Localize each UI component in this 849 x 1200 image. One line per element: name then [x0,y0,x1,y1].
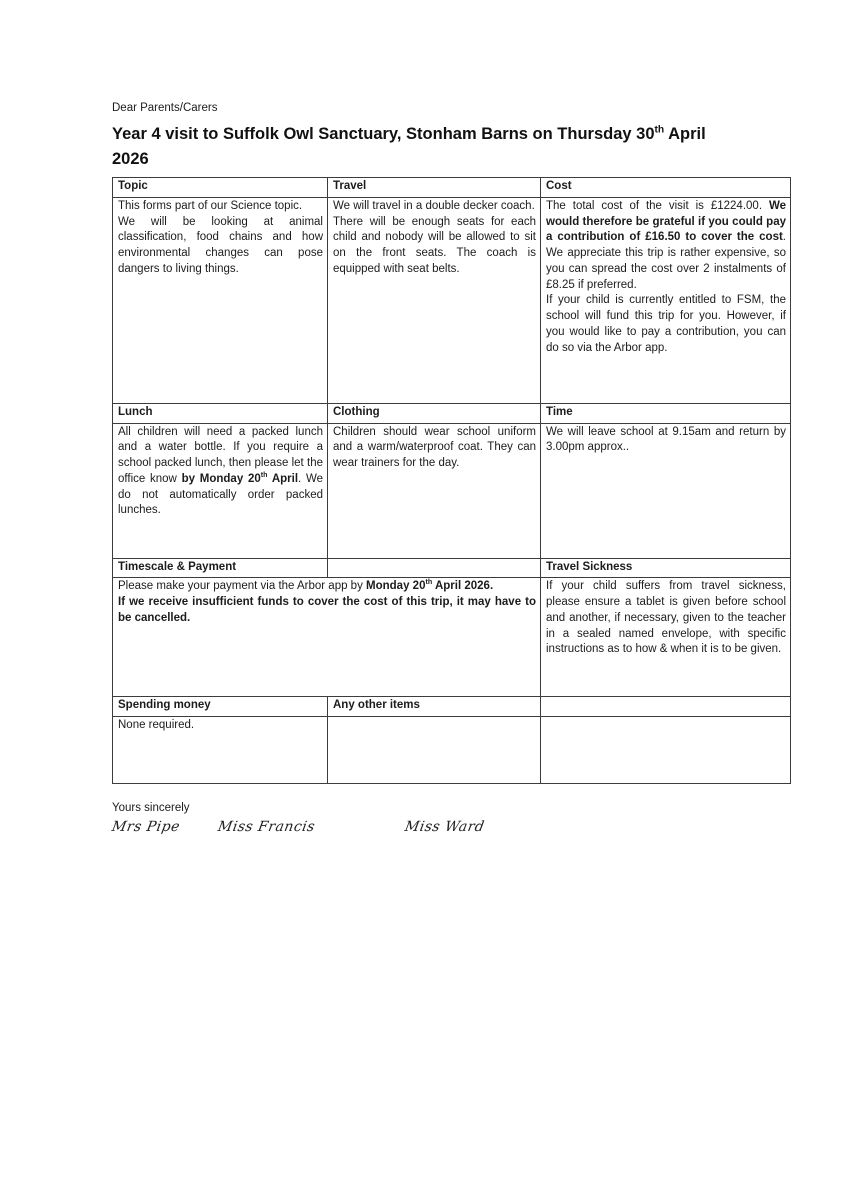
paragraph: If your child is currently entitled to FSM, the school will fund this trip for you. However, if you would like to pay a contribution, you can do so via the Arbor app. [546,294,786,354]
column-header: Timescale & Payment [113,558,328,578]
paragraph: If your child suffers from travel sickness, please ensure a tablet is given before school and another, if necessary, given to the teacher in a sealed named envelope, with specific instructions as to how & when it is to be given. [546,580,786,656]
column-header: Lunch [113,403,328,423]
letter-title: Year 4 visit to Suffolk Owl Sanctuary, Stonham Barns on Thursday 30th April 2026 [112,124,706,168]
table-cell [113,578,541,697]
table-cell [113,197,328,403]
trip-info-table [112,177,791,784]
table-cell [541,717,791,784]
salutation: Dear Parents/Carers [112,102,218,114]
signature-block [112,819,790,853]
paragraph: This forms part of our Science topic. [118,199,303,212]
section-header-row [113,403,791,423]
table-cell [541,423,791,558]
table-cell [113,717,328,784]
table-cell [328,423,541,558]
signature: Miss Ward [403,819,486,835]
column-header: Cost [541,178,791,198]
empty-header-cell [541,697,791,717]
section-header-row [113,697,791,717]
table-cell [113,423,328,558]
table-cell [541,197,791,403]
column-header: Travel Sickness [541,558,791,578]
table-cell [328,197,541,403]
paragraph: There will be enough seats for each child and nobody will be allowed to sit on the front seats. The coach is equipped with seat belts. [333,215,536,275]
column-header: Spending money [113,697,328,717]
paragraph: We will travel in a double decker coach. [333,199,535,212]
signature: Mrs Pipe [110,819,182,835]
paragraph: All children will need a packed lunch and a water bottle. If you require a school packed lunch, then please let the office know by Monday 20th April. We do not automatically order packed lunches. [118,425,323,517]
column-header: Travel [328,178,541,198]
paragraph: The total cost of the visit is £1224.00. We would therefore be grateful if you could pay a contribution of £16.50 to cover the cost. We appreciate this trip is rather expensive, so you can spread the cost over 2 instalments of £8.25 if preferred. [546,199,786,291]
table-cell [541,578,791,697]
paragraph: We will be looking at animal classification, food chains and how environmental changes can pose dangers to living things. [118,215,323,275]
section-header-row [113,558,791,578]
section-body-row [113,578,791,697]
signature: Miss Francis [216,819,317,835]
empty-header-cell [328,558,541,578]
table-cell [328,717,541,784]
paragraph: We will leave school at 9.15am and return by 3.00pm approx.. [546,425,786,454]
closing-line: Yours sincerely [112,802,190,814]
paragraph: Please make your payment via the Arbor app by Monday 20th April 2026. [118,578,494,593]
column-header: Topic [113,178,328,198]
paragraph: None required. [118,719,195,731]
section-header-row [113,178,791,198]
section-body-row [113,717,791,784]
column-header: Time [541,403,791,423]
paragraph: Children should wear school uniform and a warm/waterproof coat. They can wear trainers for the day. [333,425,536,469]
column-header: Any other items [328,697,541,717]
section-body-row [113,423,791,558]
section-body-row [113,197,791,403]
paragraph: If we receive insufficient funds to cover the cost of this trip, it may have to be cancelled. [118,596,536,624]
column-header: Clothing [328,403,541,423]
